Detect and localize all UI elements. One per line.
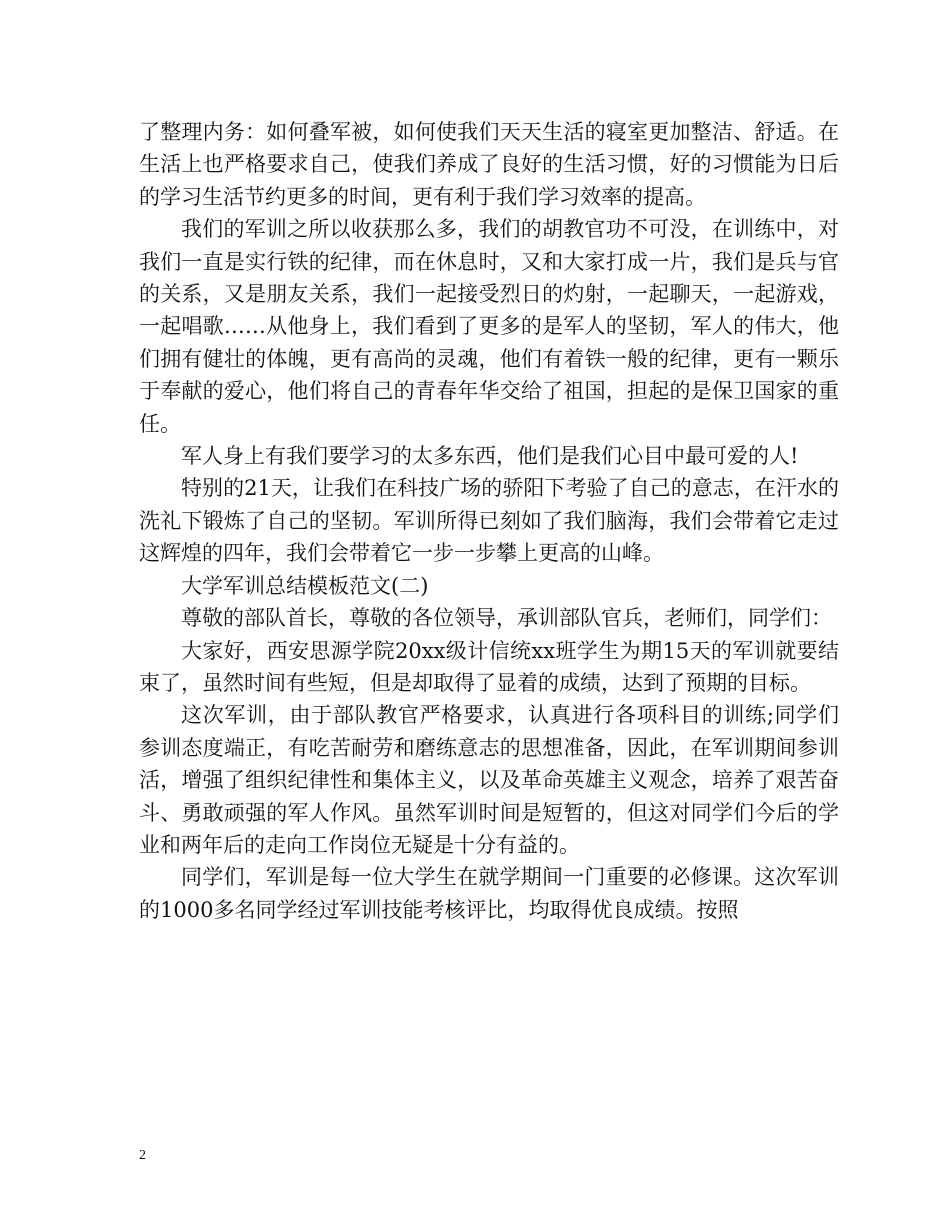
paragraph-7: 大家好，西安思源学院20xx级计信统xx班学生为期15天的军训就要结束了，虽然时间有些短，但是却取得了显着的成绩，达到了预期的目标。 xyxy=(139,638,839,695)
paragraph-9: 同学们，军训是每一位大学生在就学期间一门重要的必修课。这次军训的1000多名同学经过军训技能考核评比，均取得优良成绩。按照 xyxy=(139,865,839,922)
paragraph-4: 特别的21天，让我们在科技广场的骄阳下考验了自己的意志，在汗水的洗礼下锻炼了自己的坚韧。军训所得已刻如了我们脑海，我们会带着它走过这辉煌的四年，我们会带着它一步一步攀上更高的山峰。 xyxy=(139,476,839,566)
paragraph-3: 军人身上有我们要学习的太多东西，他们是我们心目中最可爱的人! xyxy=(181,444,799,469)
paragraph-8: 这次军训，由于部队教官严格要求，认真进行各项科目的训练;同学们参训态度端正，有吃苦耐劳和磨练意志的思想准备，因此，在军训期间参训活，增强了组织纪律性和集体主义，以及革命英雄主义观念，培养了艰苦奋斗、勇敢顽强的军人作风。虽然军训时间是短暂的，但这对同学们今后的学业和两年后的走向工作岗位无疑是十分有益的。 xyxy=(139,703,839,857)
paragraph-1: 了整理内务：如何叠军被，如何使我们天天生活的寝室更加整洁、舒适。在生活上也严格要求自己，使我们养成了良好的生活习惯，好的习惯能为日后的学习生活节约更多的时间，更有利于我们学习效率的提高。 xyxy=(139,120,839,209)
paragraph-salutation: 尊敬的部队首长，尊敬的各位领导，承训部队官兵，老师们，同学们： xyxy=(181,606,832,631)
section-heading: 大学军训总结模板范文(二) xyxy=(181,573,429,598)
document-body xyxy=(139,116,839,926)
page-number: 2 xyxy=(139,1148,146,1163)
paragraph-2: 我们的军训之所以收获那么多，我们的胡教官功不可没，在训练中，对我们一直是实行铁的纪律，而在休息时，又和大家打成一片，我们是兵与官的关系，又是朋友关系，我们一起接受烈日的灼射，一起聊天，一起游戏，一起唱歌……从他身上，我们看到了更多的是军人的坚韧，军人的伟大，他们拥有健壮的体魄，更有高尚的灵魂，他们有着铁一般的纪律，更有一颗乐于奉献的爱心，他们将自己的青春年华交给了祖国，担起的是保卫国家的重任。 xyxy=(139,217,839,436)
